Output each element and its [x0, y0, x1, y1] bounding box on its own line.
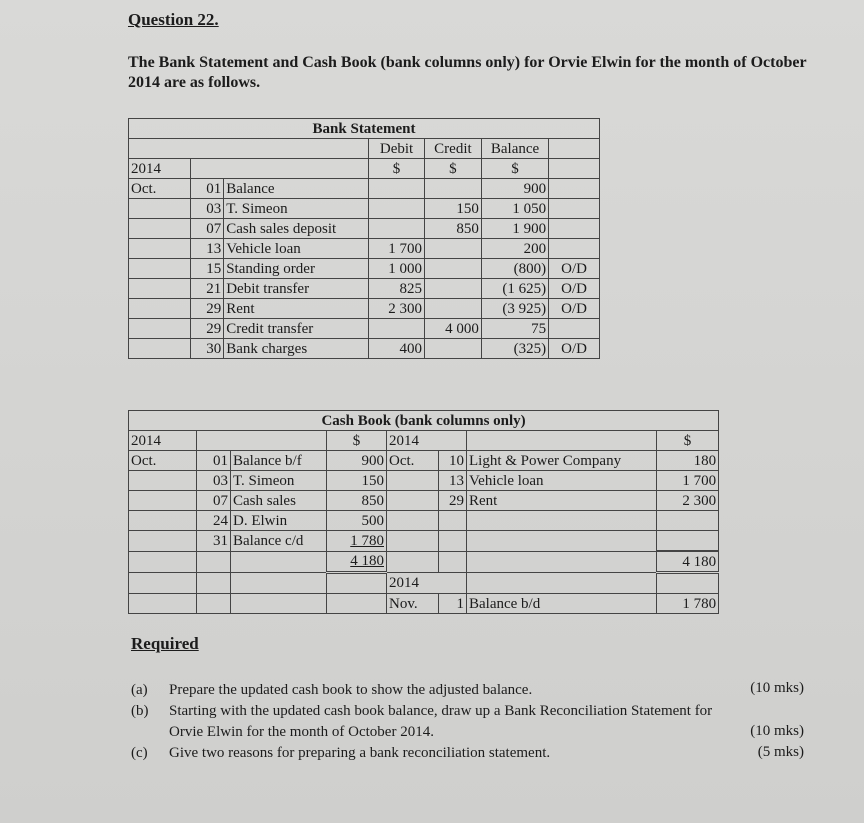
cash-debit-day: 31 [197, 531, 231, 552]
cash-book-bd-month: Nov. [387, 594, 439, 614]
bank-row-od [549, 179, 600, 199]
bank-row-day: 30 [191, 339, 224, 359]
cash-debit-desc: Balance c/d [231, 531, 327, 552]
bank-row-month [129, 319, 191, 339]
bank-row-balance: 900 [481, 179, 548, 199]
bank-row-balance: 75 [481, 319, 548, 339]
cash-debit-day: 01 [197, 451, 231, 471]
cash-credit-month [387, 531, 439, 552]
cash-credit-amount [657, 531, 719, 552]
cash-book-row [129, 511, 719, 531]
bank-row-month: Oct. [129, 179, 191, 199]
cash-book-bd-year: 2014 [387, 573, 467, 594]
bank-row-balance: (3 925) [481, 299, 548, 319]
marks-b: (10 mks) [750, 723, 804, 739]
bank-row-credit [424, 279, 481, 299]
cash-book-year-credit: 2014 [387, 431, 467, 451]
cash-book-row [129, 451, 719, 471]
bank-row-desc: Debit transfer [224, 279, 369, 299]
bank-row-credit [424, 179, 481, 199]
bank-row-debit [369, 199, 425, 219]
cash-credit-desc: Rent [467, 491, 657, 511]
cash-credit-desc: Light & Power Company [467, 451, 657, 471]
cash-book-currency-debit: $ [327, 431, 387, 451]
cash-credit-amount: 180 [657, 451, 719, 471]
cash-book-bd-desc: Balance b/d [467, 594, 657, 614]
bank-row-credit [424, 299, 481, 319]
bank-row-month [129, 259, 191, 279]
bank-row-credit [424, 239, 481, 259]
cash-credit-month [387, 471, 439, 491]
bank-row-month [129, 279, 191, 299]
bank-row-balance: (800) [481, 259, 548, 279]
cash-book-table [128, 410, 719, 614]
cash-debit-day: 03 [197, 471, 231, 491]
bank-row-credit: 4 000 [424, 319, 481, 339]
bank-row-debit: 1 700 [369, 239, 425, 259]
bank-row-debit [369, 319, 425, 339]
bank-row-day: 03 [191, 199, 224, 219]
marks-c: (5 mks) [757, 744, 804, 760]
cash-book-row [129, 471, 719, 491]
bank-row-debit: 1 000 [369, 259, 425, 279]
cash-book-total-debit: 4 180 [327, 551, 387, 573]
bank-col-credit: Credit [424, 139, 481, 159]
cash-book-year: 2014 [129, 431, 197, 451]
cash-book-title: Cash Book (bank columns only) [129, 411, 719, 431]
cash-credit-amount: 1 700 [657, 471, 719, 491]
bank-row-desc: Cash sales deposit [224, 219, 369, 239]
bank-statement-row [129, 279, 600, 299]
bank-row-od: O/D [549, 299, 600, 319]
cash-book-currency-credit: $ [657, 431, 719, 451]
bank-row-day: 29 [191, 299, 224, 319]
cash-credit-month [387, 491, 439, 511]
bank-row-desc: Vehicle loan [224, 239, 369, 259]
bank-row-balance: 200 [481, 239, 548, 259]
required-parts [131, 680, 821, 764]
required-heading: Required [131, 634, 199, 653]
bank-row-month [129, 239, 191, 259]
bank-currency-debit: $ [369, 159, 425, 179]
bank-row-debit: 400 [369, 339, 425, 359]
bank-col-balance: Balance [481, 139, 548, 159]
part-label: (c) [131, 745, 148, 761]
cash-credit-day: 13 [439, 471, 467, 491]
part-text: Give two reasons for preparing a bank reconciliation statement. [169, 745, 551, 761]
part-text: Starting with the updated cash book balance, draw up a Bank Reconciliation Statement for Orvie Elwin for the month of October 2014. [169, 703, 713, 740]
bank-row-day: 01 [191, 179, 224, 199]
part-label: (b) [131, 703, 149, 719]
cash-debit-amount: 500 [327, 511, 387, 531]
cash-debit-desc: Balance b/f [231, 451, 327, 471]
bank-row-month [129, 339, 191, 359]
bank-year: 2014 [129, 159, 191, 179]
bank-statement-row [129, 179, 600, 199]
cash-debit-day: 07 [197, 491, 231, 511]
cash-book-row [129, 491, 719, 511]
cash-book-total-credit: 4 180 [657, 551, 719, 573]
bank-row-month [129, 299, 191, 319]
required-part-c [131, 743, 821, 764]
cash-book-bd-amount: 1 780 [657, 594, 719, 614]
part-label: (a) [131, 682, 148, 698]
part-text: Prepare the updated cash book to show the adjusted balance. [169, 682, 533, 698]
cash-credit-day [439, 531, 467, 552]
bank-row-desc: Standing order [224, 259, 369, 279]
bank-statement-title: Bank Statement [129, 119, 600, 139]
bank-row-debit [369, 219, 425, 239]
bank-statement-row [129, 299, 600, 319]
bank-row-debit: 825 [369, 279, 425, 299]
cash-debit-month [129, 511, 197, 531]
bank-row-od: O/D [549, 279, 600, 299]
cash-credit-amount: 2 300 [657, 491, 719, 511]
cash-debit-amount: 150 [327, 471, 387, 491]
bank-row-od [549, 199, 600, 219]
cash-debit-desc: Cash sales [231, 491, 327, 511]
cash-book-row [129, 531, 719, 552]
bank-row-day: 13 [191, 239, 224, 259]
bank-currency-balance: $ [481, 159, 548, 179]
bank-row-month [129, 219, 191, 239]
bank-row-balance: (1 625) [481, 279, 548, 299]
question-title: Question 22. [128, 10, 219, 29]
cash-debit-month [129, 491, 197, 511]
required-part-b [131, 701, 821, 743]
cash-debit-month: Oct. [129, 451, 197, 471]
bank-row-desc: Balance [224, 179, 369, 199]
bank-row-desc: T. Simeon [224, 199, 369, 219]
cash-credit-month: Oct. [387, 451, 439, 471]
bank-row-od [549, 219, 600, 239]
bank-row-balance: 1 900 [481, 219, 548, 239]
cash-credit-day [439, 511, 467, 531]
bank-row-debit [369, 179, 425, 199]
bank-row-desc: Bank charges [224, 339, 369, 359]
cash-debit-desc: T. Simeon [231, 471, 327, 491]
bank-row-debit: 2 300 [369, 299, 425, 319]
bank-row-day: 07 [191, 219, 224, 239]
bank-col-debit: Debit [369, 139, 425, 159]
bank-row-day: 29 [191, 319, 224, 339]
bank-row-day: 21 [191, 279, 224, 299]
bank-row-day: 15 [191, 259, 224, 279]
cash-debit-month [129, 471, 197, 491]
bank-row-credit [424, 259, 481, 279]
bank-row-desc: Rent [224, 299, 369, 319]
bank-statement-row [129, 259, 600, 279]
bank-statement-row [129, 199, 600, 219]
bank-statement-row [129, 239, 600, 259]
cash-credit-day: 10 [439, 451, 467, 471]
bank-statement-table [128, 118, 600, 359]
bank-row-credit [424, 339, 481, 359]
cash-debit-amount: 850 [327, 491, 387, 511]
cash-credit-desc: Vehicle loan [467, 471, 657, 491]
bank-row-od: O/D [549, 259, 600, 279]
question-intro: The Bank Statement and Cash Book (bank columns only) for Orvie Elwin for the month of October 2014 are as follows. [128, 54, 807, 91]
required-part-a [131, 680, 821, 701]
cash-credit-amount [657, 511, 719, 531]
cash-credit-month [387, 511, 439, 531]
bank-statement-row [129, 339, 600, 359]
cash-credit-day: 29 [439, 491, 467, 511]
bank-row-od [549, 239, 600, 259]
bank-row-credit: 850 [424, 219, 481, 239]
bank-row-balance: (325) [481, 339, 548, 359]
bank-row-month [129, 199, 191, 219]
marks-a: (10 mks) [750, 680, 804, 696]
bank-row-desc: Credit transfer [224, 319, 369, 339]
cash-book-bd-day: 1 [439, 594, 467, 614]
bank-row-od [549, 319, 600, 339]
cash-debit-desc: D. Elwin [231, 511, 327, 531]
cash-credit-desc [467, 531, 657, 552]
cash-debit-amount: 1 780 [327, 531, 387, 552]
bank-statement-row [129, 319, 600, 339]
bank-row-balance: 1 050 [481, 199, 548, 219]
cash-debit-day: 24 [197, 511, 231, 531]
cash-debit-amount: 900 [327, 451, 387, 471]
cash-debit-month [129, 531, 197, 552]
bank-statement-row [129, 219, 600, 239]
bank-currency-credit: $ [424, 159, 481, 179]
bank-row-od: O/D [549, 339, 600, 359]
cash-credit-desc [467, 511, 657, 531]
bank-row-credit: 150 [424, 199, 481, 219]
